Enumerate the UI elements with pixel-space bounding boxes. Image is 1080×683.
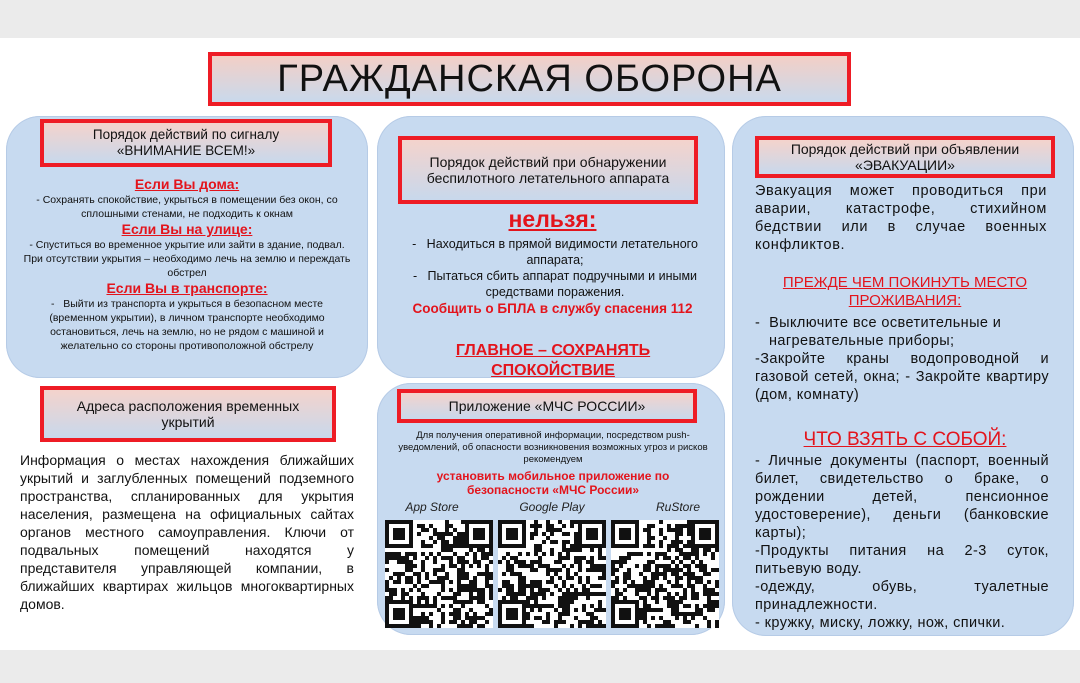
drone-item-1-text: Находиться в прямой видимости летательного аппарата; — [426, 237, 698, 267]
take-item-4: - кружку, миску, ложку, нож, спички. — [755, 615, 1006, 631]
shelters-header: Адреса расположения временных укрытий — [40, 386, 336, 442]
before-title: ПРЕЖДЕ ЧЕМ ПОКИНУТЬ МЕСТО ПРОЖИВАНИЯ: — [782, 274, 1028, 309]
before-item-1: - Выключите все осветительные и нагревательные приборы; — [755, 315, 1002, 349]
drone-forbidden: нельзя: — [508, 206, 597, 232]
qr-rustore[interactable] — [611, 520, 719, 628]
rustore-label: RuStore — [655, 500, 701, 514]
drone-item-1: - Находиться в прямой видимости летательного аппарата; — [412, 237, 698, 267]
drone-header: Порядок действий при обнаружении беспилотного летательного аппарата — [398, 136, 698, 204]
transport-text: - Выйти из транспорта и укрыться в безопасном месте (временном укрытии), в личном транспорте необходимо остановиться, лечь на землю, но не рядом с машиной и желательно со стороны противоположной обстрелу — [49, 298, 325, 352]
drone-list — [410, 236, 700, 300]
take-title: ЧТО ВЗЯТЬ С СОБОЙ: — [803, 429, 1007, 450]
before-list — [755, 314, 1049, 404]
home-text: - Сохранять спокойствие, укрыться в помещении без окон, со сплошными стенами, не подходить к окнам — [36, 194, 338, 220]
qr-google-play[interactable] — [498, 520, 606, 628]
drone-main: ГЛАВНОЕ – СОХРАНЯТЬ СПОКОЙСТВИЕ — [455, 342, 651, 379]
attention-body — [20, 176, 354, 353]
take-list — [755, 452, 1049, 632]
app-recommend: установить мобильное приложение по безопасности «МЧС России» — [436, 469, 670, 497]
take-item-1: - Личные документы (паспорт, военный билет, свидетельство о браке, о рождении детей, пенсионное удостоверение), деньги (банковские карты); — [755, 453, 1049, 541]
app-text: Для получения оперативной информации, посредством push-уведомлений, об опасности возникновения возможных угроз и рисков рекомендуем — [398, 430, 708, 465]
shelters-text: Информация о местах нахождения ближайших укрытий и заглубленных помещений подземного пространства, спланированных для укрытия населения, размещена на официальных сайтах органов местного самоуправления. Ключи от подвальных помещений находятся у представителя управляющей компании, в ближайших квартирах жильцов многоквартирных домов. — [20, 452, 354, 612]
take-item-3: -одежду, обувь, туалетные принадлежности. — [755, 579, 1049, 613]
page-title: ГРАЖДАНСКАЯ ОБОРОНА — [208, 52, 851, 106]
qr-code-icon — [498, 520, 606, 628]
before-item-2: -Закройте краны водопроводной и газовой сетей, окна; - Закройте квартиру (дом, комнату) — [755, 351, 1049, 403]
transport-title: Если Вы в транспорте: — [106, 280, 268, 296]
drone-report: Сообщить о БПЛА в службу спасения 112 — [412, 301, 693, 316]
drone-item-2: - Пытаться сбить аппарат подручными и иными средствами поражения. — [412, 269, 698, 299]
attention-header: Порядок действий по сигналу «ВНИМАНИЕ ВСЕМ!» — [40, 119, 332, 167]
app-store-label: App Store — [405, 500, 459, 514]
app-header: Приложение «МЧС РОССИИ» — [397, 389, 697, 423]
take-item-2: -Продукты питания на 2-3 суток, питьевую воду. — [755, 543, 1049, 577]
before-item-1-text: Выключите все осветительные и нагревательные приборы; — [769, 315, 1002, 349]
qr-code-icon — [385, 520, 493, 628]
street-text: - Спуститься во временное укрытие или зайти в здание, подвал. При отсутствии укрытия – необходимо лечь на землю и переждать обстрел — [23, 239, 351, 279]
home-title: Если Вы дома: — [134, 176, 240, 192]
evacuation-intro: Эвакуация может проводиться при аварии, катастрофе, стихийном бедствии или в случае военных конфликтов. — [755, 183, 1047, 253]
google-play-label: Google Play — [519, 500, 585, 514]
qr-app-store[interactable] — [385, 520, 493, 628]
evacuation-header: Порядок действий при объявлении «ЭВАКУАЦИИ» — [755, 136, 1055, 178]
transport-text-content: Выйти из транспорта и укрыться в безопасном месте (временном укрытии), в личном транспорте необходимо остановиться, лечь на землю, но не рядом с машиной и желательно со стороны противоположной обстрелу — [49, 298, 325, 352]
qr-code-icon — [611, 520, 719, 628]
drone-item-2-text: Пытаться сбить аппарат подручными и иными средствами поражения. — [427, 269, 698, 299]
street-title: Если Вы на улице: — [121, 221, 253, 237]
